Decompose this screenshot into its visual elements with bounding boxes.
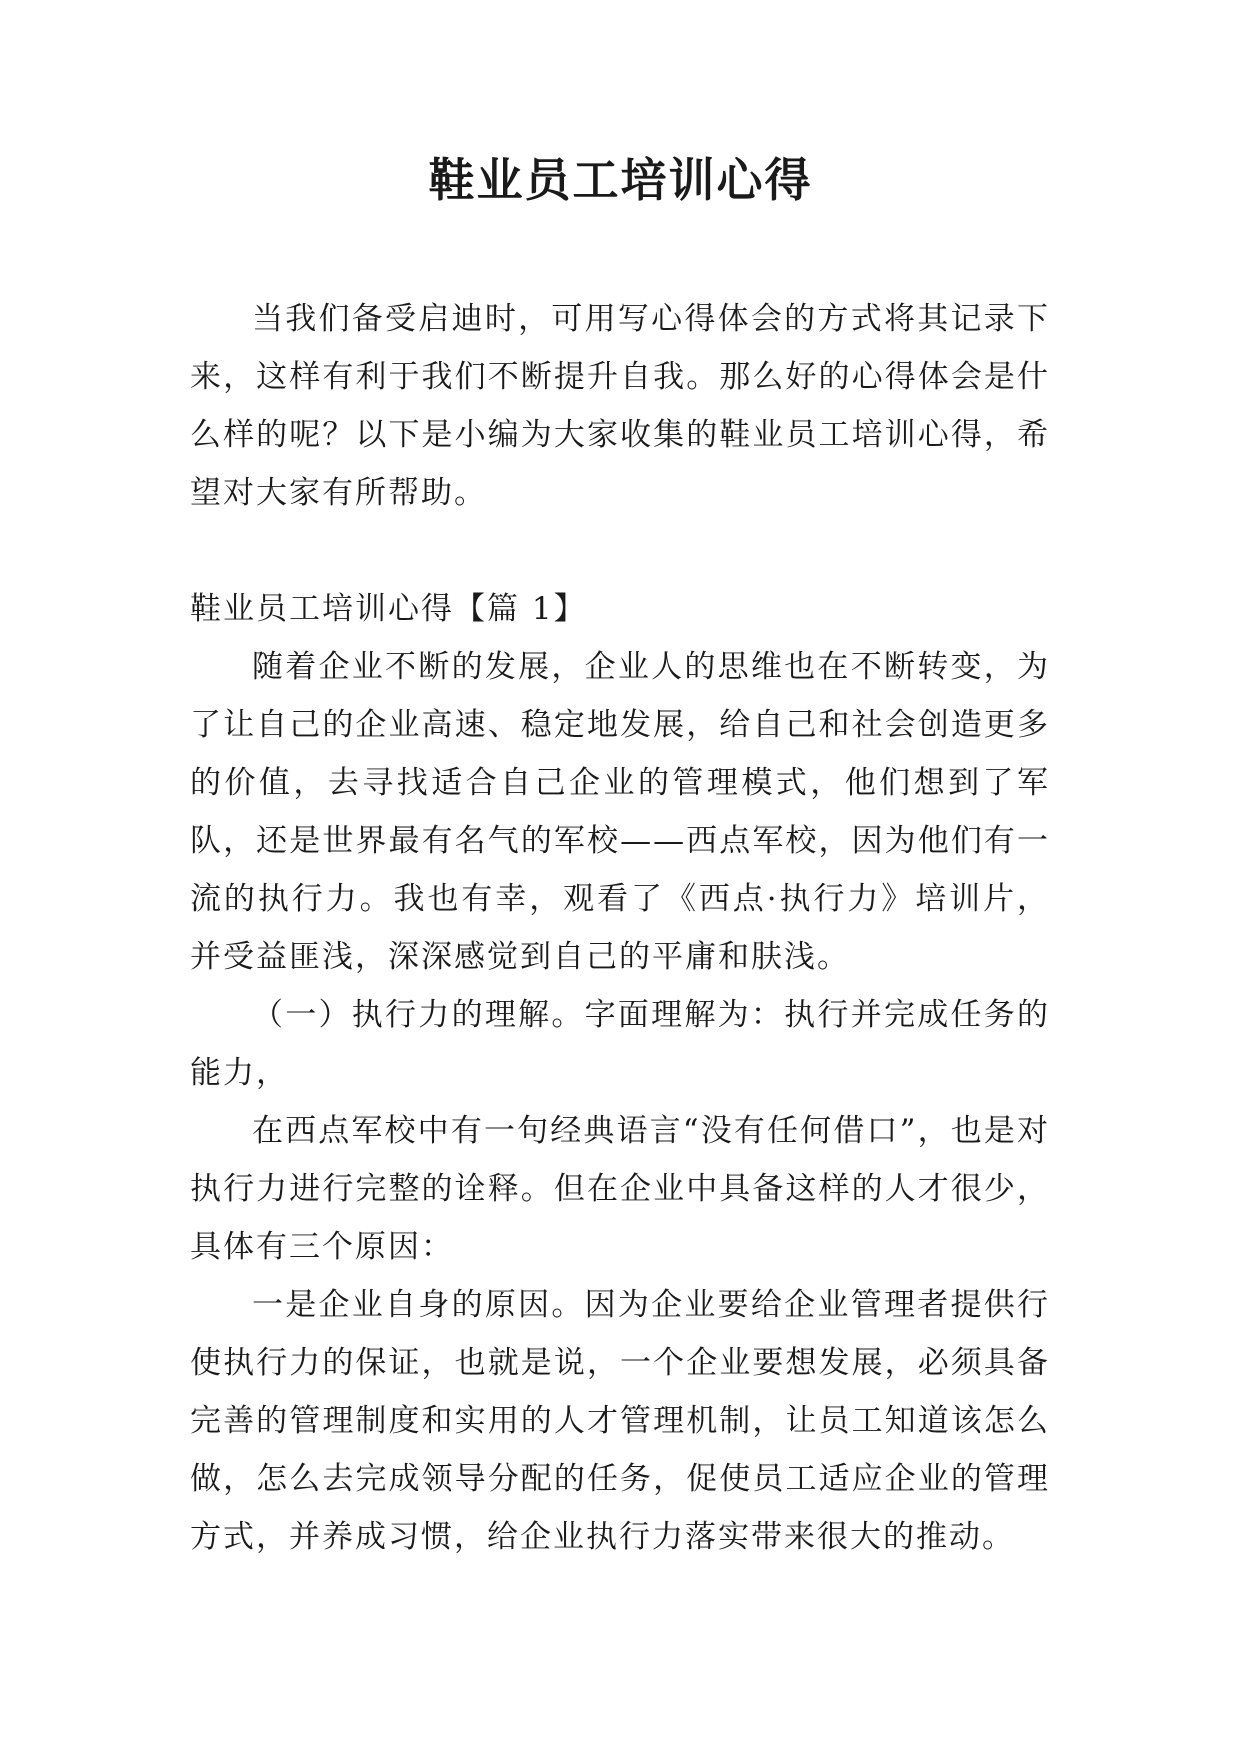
body-paragraph-2: （一）执行力的理解。字面理解为：执行并完成任务的能力， [190, 997, 1050, 1091]
paragraph-spacer [190, 522, 1050, 580]
body-paragraph-1: 随着企业不断的发展，企业人的思维也在不断转变，为了让自己的企业高速、稳定地发展，给自己和社会创造更多的价值，去寻找适合自己企业的管理模式，他们想到了军队，还是世界最有名气的军校——西点军校，因为他们有一流的执行力。我也有幸，观看了《西点·执行力》培训片，并受益匪浅，深深感觉到自己的平庸和肤浅。 [190, 649, 1050, 975]
document-body [190, 290, 1050, 1566]
body-paragraph-3: 在西点军校中有一句经典语言“没有任何借口”，也是对执行力进行完整的诠释。但在企业中具备这样的人才很少，具体有三个原因： [190, 1113, 1050, 1265]
intro-paragraph: 当我们备受启迪时，可用写心得体会的方式将其记录下来，这样有利于我们不断提升自我。那么好的心得体会是什么样的呢？以下是小编为大家收集的鞋业员工培训心得，希望对大家有所帮助。 [190, 301, 1050, 511]
section-heading: 鞋业员工培训心得【篇 1】 [190, 591, 587, 627]
document-title: 鞋业员工培训心得 [428, 153, 813, 207]
body-paragraph-4: 一是企业自身的原因。因为企业要给企业管理者提供行使执行力的保证，也就是说，一个企业要想发展，必须具备完善的管理制度和实用的人才管理机制，让员工知道该怎么做，怎么去完成领导分配的任务，促使员工适应企业的管理方式，并养成习惯，给企业执行力落实带来很大的推动。 [190, 1287, 1050, 1555]
